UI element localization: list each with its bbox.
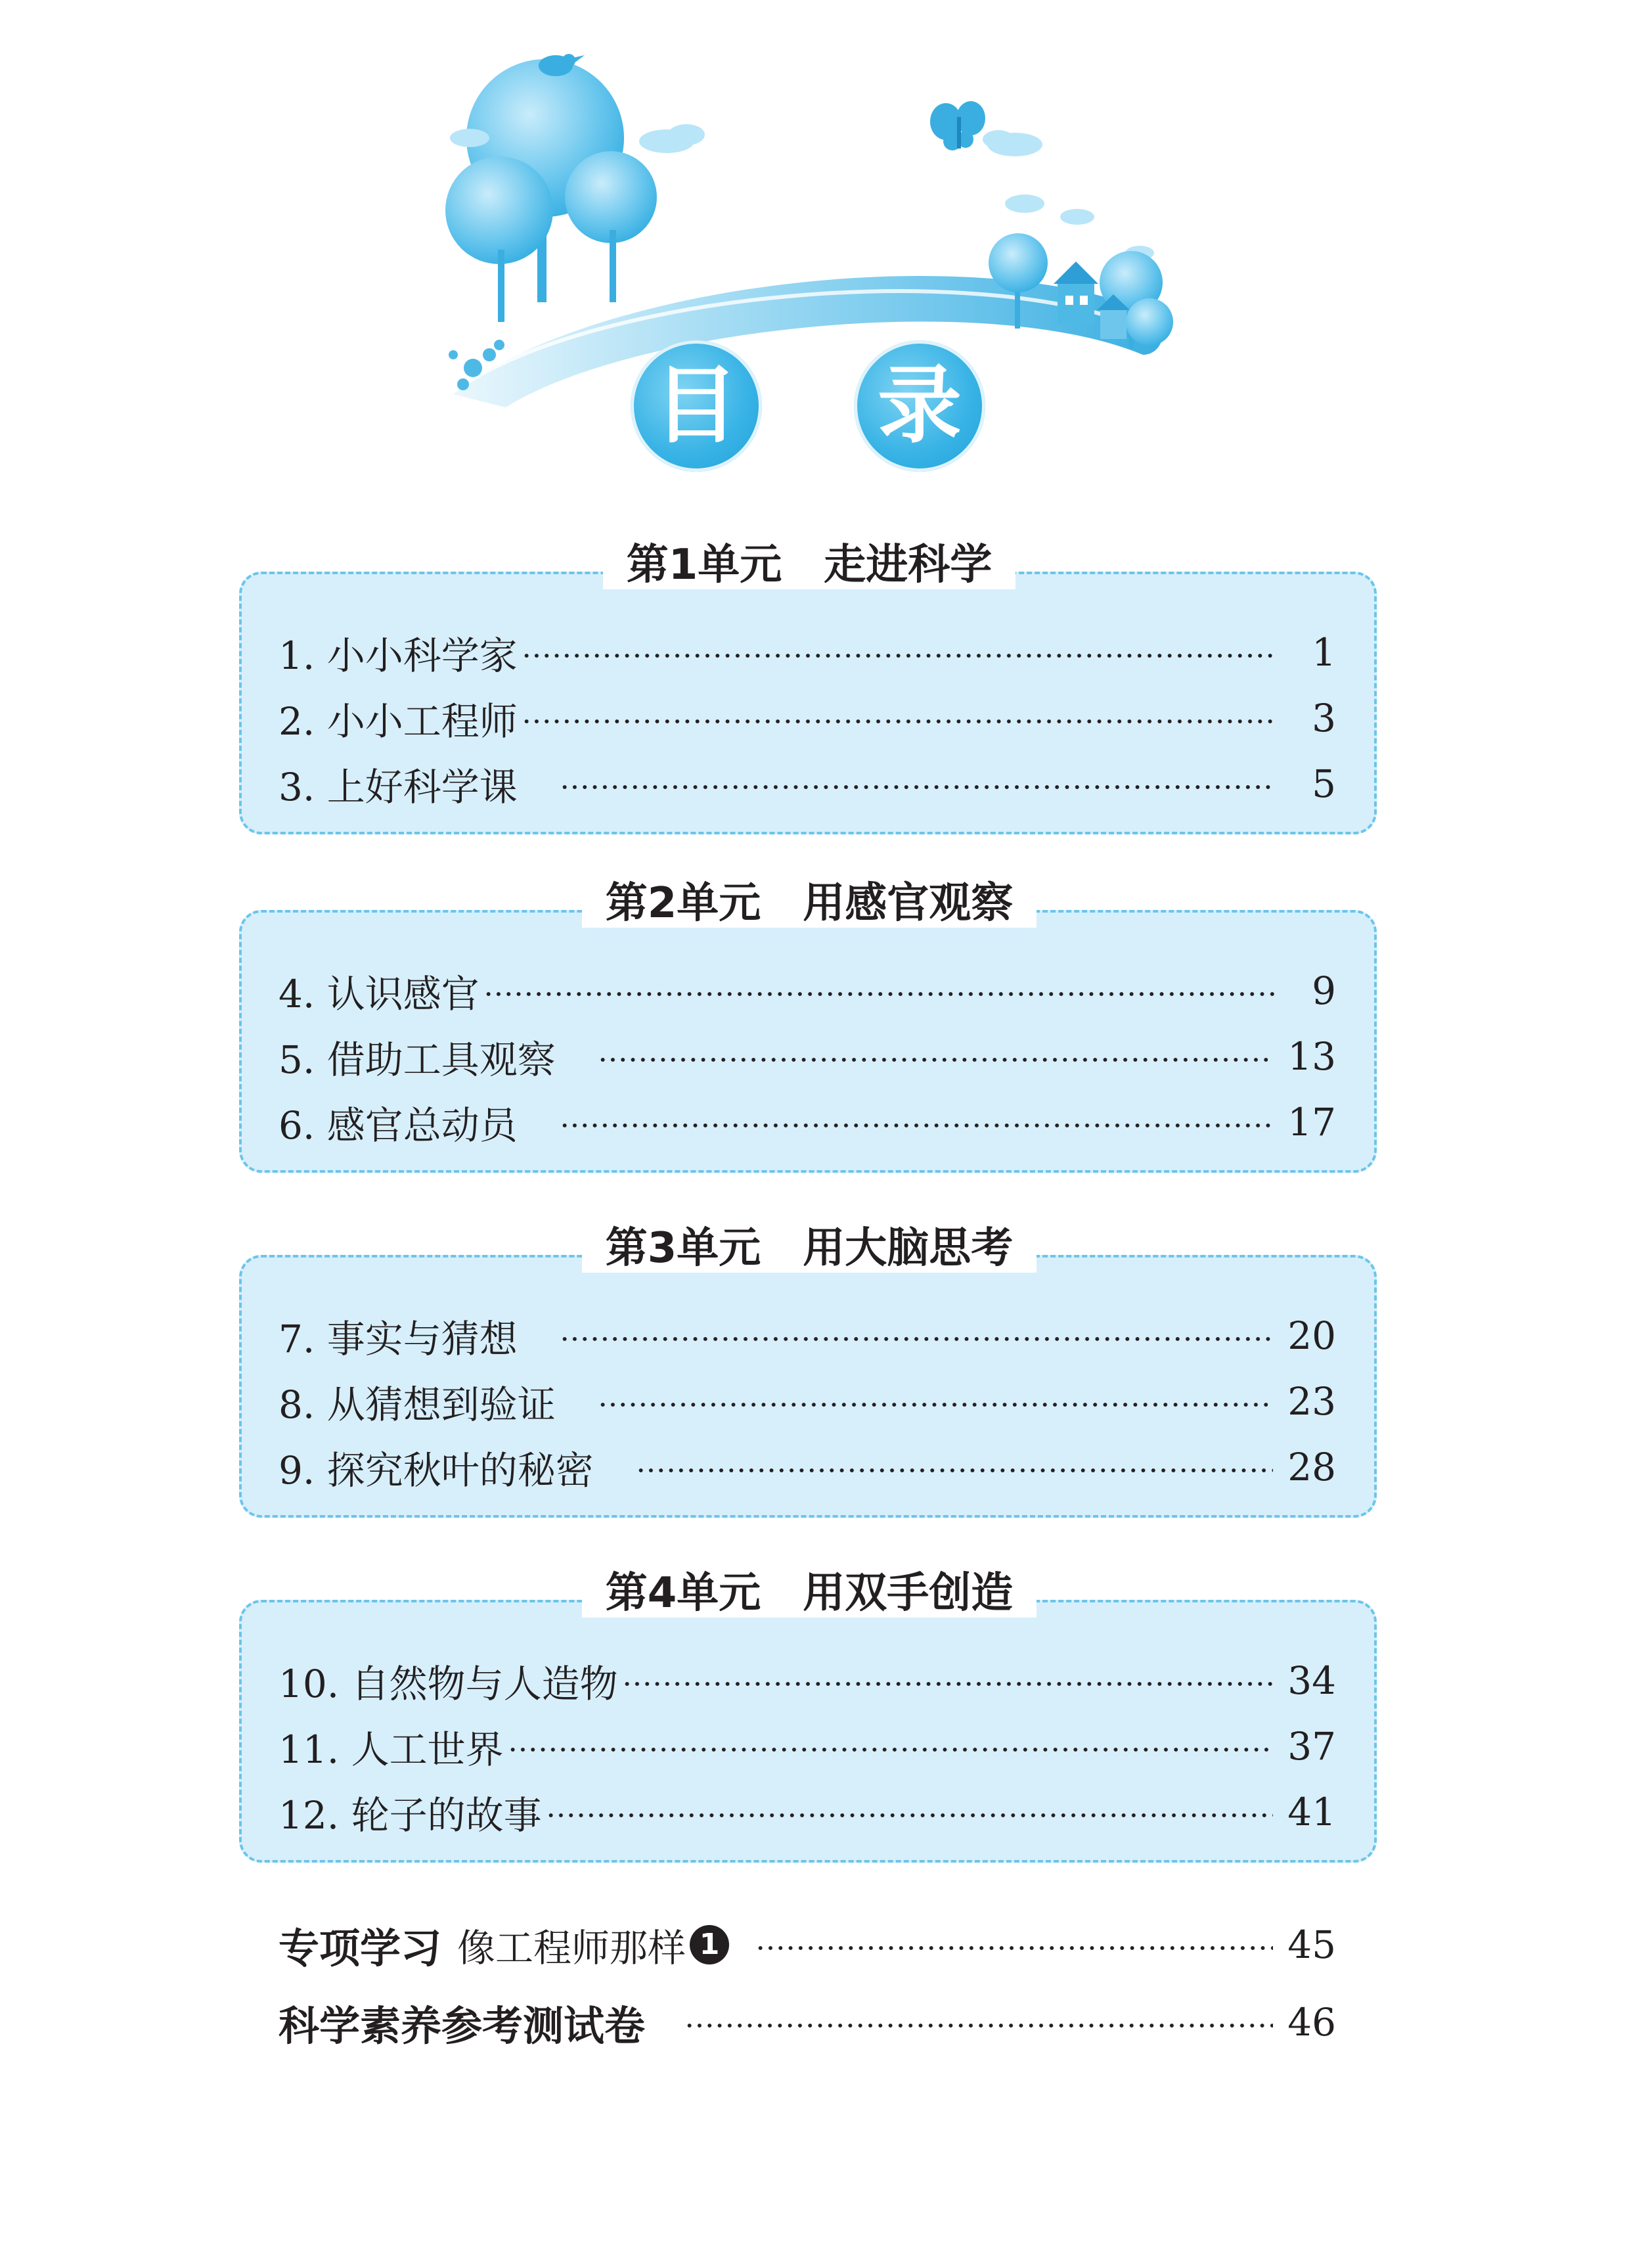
unit-heading <box>239 539 1379 591</box>
toc-entry[interactable] <box>279 692 1336 744</box>
leader-dots <box>522 653 1276 658</box>
title-char-lu: 录 <box>854 340 985 472</box>
entry-page: 34 <box>1287 1658 1336 1703</box>
entry-page: 5 <box>1312 761 1336 806</box>
entry-label: 6. 感官总动员 <box>279 1103 556 1148</box>
leader-dots <box>560 1336 1273 1342</box>
entry-label: 7. 事实与猜想 <box>279 1317 556 1361</box>
special-study-entry[interactable] <box>279 1915 1336 1974</box>
leader-dots <box>755 1945 1273 1951</box>
toc-entry[interactable] <box>279 626 1336 679</box>
toc-entry[interactable] <box>279 1309 1336 1362</box>
exam-entry[interactable] <box>279 1993 1336 2052</box>
toc-entry[interactable] <box>279 964 1336 1017</box>
unit-heading-text: 第2单元 用感官观察 <box>582 879 1037 928</box>
toc-entry[interactable] <box>279 1720 1336 1773</box>
entry-label: 11. 人工世界 <box>279 1727 504 1772</box>
toc-entry[interactable] <box>279 758 1336 810</box>
entry-page: 46 <box>1287 2000 1336 2045</box>
toc-entry[interactable] <box>279 1654 1336 1707</box>
entry-page: 20 <box>1287 1313 1336 1358</box>
entry-label: 10. 自然物与人造物 <box>279 1662 618 1706</box>
leader-dots <box>636 1468 1273 1473</box>
entry-label: 3. 上好科学课 <box>279 765 556 809</box>
unit-heading-text: 第4单元 用双手创造 <box>582 1569 1037 1618</box>
special-study-label: 专项学习 <box>279 1924 442 1972</box>
leader-dots <box>508 1747 1274 1752</box>
leader-dots <box>622 1681 1274 1687</box>
toc-entry[interactable] <box>279 1375 1336 1428</box>
entry-page: 28 <box>1287 1445 1336 1489</box>
entry-page: 9 <box>1312 968 1336 1013</box>
unit-heading <box>239 1222 1379 1275</box>
entry-label: 12. 轮子的故事 <box>279 1793 542 1838</box>
unit-heading <box>239 1567 1379 1620</box>
entry-label: 9. 探究秋叶的秘密 <box>279 1448 632 1493</box>
toc-entry[interactable] <box>279 1030 1336 1083</box>
number-badge-icon: 1 <box>690 1925 729 1964</box>
leader-dots <box>483 991 1276 997</box>
leader-dots <box>546 1813 1274 1818</box>
leader-dots <box>560 784 1276 790</box>
title-char-mu: 目 <box>631 340 762 472</box>
entry-label: 8. 从猜想到验证 <box>279 1382 594 1427</box>
leader-dots <box>684 2023 1273 2028</box>
leader-dots <box>522 719 1276 724</box>
toc-entry[interactable] <box>279 1096 1336 1148</box>
header-illustration <box>0 0 1629 499</box>
exam-label: 科学素养参考测试卷 <box>279 2001 646 2050</box>
entry-page: 1 <box>1312 630 1336 675</box>
leader-dots <box>598 1057 1273 1062</box>
entry-page: 3 <box>1312 696 1336 740</box>
entry-label: 4. 认识感官 <box>279 972 480 1016</box>
toc-entry[interactable] <box>279 1441 1336 1493</box>
entry-page: 37 <box>1287 1724 1336 1769</box>
leader-dots <box>560 1123 1273 1128</box>
leader-dots <box>598 1402 1273 1407</box>
special-study-title: 像工程师那样 <box>457 1926 686 1970</box>
unit-heading-text: 第1单元 走进科学 <box>603 541 1016 589</box>
entry-label: 2. 小小工程师 <box>279 699 518 744</box>
toc-entry[interactable] <box>279 1786 1336 1838</box>
entry-label: 5. 借助工具观察 <box>279 1037 594 1082</box>
entry-label: 1. 小小科学家 <box>279 633 518 678</box>
landscape-illustration <box>0 0 1629 499</box>
entry-page: 17 <box>1287 1100 1336 1145</box>
entry-page: 13 <box>1287 1034 1336 1079</box>
entry-page: 45 <box>1287 1922 1336 1967</box>
unit-heading <box>239 877 1379 930</box>
entry-page: 41 <box>1287 1790 1336 1834</box>
entry-page: 23 <box>1287 1379 1336 1424</box>
unit-heading-text: 第3单元 用大脑思考 <box>582 1224 1037 1273</box>
